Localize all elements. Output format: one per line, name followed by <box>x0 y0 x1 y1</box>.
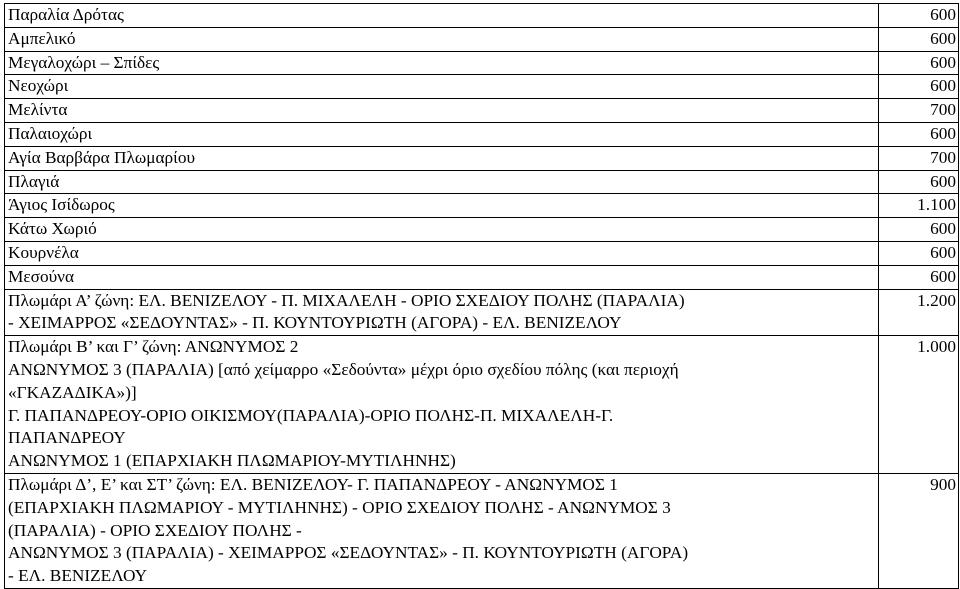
price-value: 600 <box>879 51 959 75</box>
price-value: 600 <box>879 4 959 28</box>
area-cell <box>5 336 879 474</box>
area-text-line: Γ. ΠΑΠΑΝΔΡΕΟΥ-ΟΡΙΟ ΟΙΚΙΣΜΟΥ(ΠΑΡΑΛΙΑ)-ΟΡΙΟ ΠΟΛΗΣ-Π. ΜΙΧΑΛΕΛΗ-Γ. <box>8 405 614 425</box>
zone-price-table <box>4 3 959 589</box>
table-row <box>5 241 959 265</box>
area-cell <box>5 170 879 194</box>
area-text-line: - ΧΕΙΜΑΡΡΟΣ «ΣΕΔΟΥΝΤΑΣ» - Π. ΚΟΥΝΤΟΥΡΙΩΤΗ (ΑΓΟΡΑ) - ΕΛ. ΒΕΝΙΖΕΛΟΥ <box>8 313 622 333</box>
area-cell <box>5 241 879 265</box>
price-value: 600 <box>879 241 959 265</box>
area-cell <box>5 473 879 588</box>
price-value: 1.100 <box>879 194 959 218</box>
table-row <box>5 289 959 336</box>
area-text-line: Πλαγιά <box>8 171 60 191</box>
area-text-line: Μεγαλοχώρι – Σπίδες <box>8 52 160 72</box>
table-row <box>5 4 959 28</box>
area-text-line: - ΕΛ. ΒΕΝΙΖΕΛΟΥ <box>8 566 148 586</box>
area-text-line: ΠΑΠΑΝΔΡΕΟΥ <box>8 428 126 448</box>
price-value: 900 <box>879 473 959 588</box>
area-text-line: ΑΝΩΝΥΜΟΣ 3 (ΠΑΡΑΛΙΑ) - ΧΕΙΜΑΡΡΟΣ «ΣΕΔΟΥΝΤΑΣ» - Π. ΚΟΥΝΤΟΥΡΙΩΤΗ (ΑΓΟΡΑ) <box>8 543 689 563</box>
table-row <box>5 194 959 218</box>
table-row <box>5 473 959 588</box>
area-cell <box>5 75 879 99</box>
table-row <box>5 99 959 123</box>
area-cell <box>5 4 879 28</box>
area-text-line: Παραλία Δρότας <box>8 5 124 24</box>
area-cell <box>5 289 879 336</box>
table-row <box>5 51 959 75</box>
area-cell <box>5 122 879 146</box>
price-value: 1.000 <box>879 336 959 474</box>
price-value: 600 <box>879 27 959 51</box>
area-text-line: Κάτω Χωριό <box>8 219 97 239</box>
area-cell <box>5 51 879 75</box>
area-text-line: Παλαιοχώρι <box>8 123 93 143</box>
area-cell <box>5 218 879 242</box>
area-text-line: ΑΝΩΝΥΜΟΣ 1 (ΕΠΑΡΧΙΑΚΗ ΠΛΩΜΑΡΙΟΥ-ΜΥΤΙΛΗΝΗΣ) <box>8 451 456 471</box>
table-row <box>5 218 959 242</box>
area-text-line: Πλωμάρι Β’ και Γ’ ζώνη: ΑΝΩΝΥΜΟΣ 2 <box>8 337 299 357</box>
area-text-line: Πλωμάρι Α’ ζώνη: ΕΛ. ΒΕΝΙΖΕΛΟΥ - Π. ΜΙΧΑΛΕΛΗ - ΟΡΙΟ ΣΧΕΔΙΟΥ ΠΟΛΗΣ (ΠΑΡΑΛΙΑ) <box>8 290 685 310</box>
price-value: 700 <box>879 99 959 123</box>
area-text-line: ΑΝΩΝΥΜΟΣ 3 (ΠΑΡΑΛΙΑ) [από χείμαρρο «Σεδούντα» μέχρι όριο σχεδίου πόλης (και περιοχή <box>8 359 679 379</box>
area-cell <box>5 146 879 170</box>
area-text-line: (ΕΠΑΡΧΙΑΚΗ ΠΛΩΜΑΡΙΟΥ - ΜΥΤΙΛΗΝΗΣ) - ΟΡΙΟ ΣΧΕΔΙΟΥ ΠΟΛΗΣ - ΑΝΩΝΥΜΟΣ 3 <box>8 497 671 517</box>
price-value: 1.200 <box>879 289 959 336</box>
area-text-line: Μελίντα <box>8 100 68 120</box>
price-value: 700 <box>879 146 959 170</box>
area-text-line: Κουρνέλα <box>8 242 79 262</box>
table-row <box>5 170 959 194</box>
price-value: 600 <box>879 170 959 194</box>
price-value: 600 <box>879 218 959 242</box>
table-row <box>5 27 959 51</box>
price-value: 600 <box>879 75 959 99</box>
table-row <box>5 122 959 146</box>
table-row <box>5 146 959 170</box>
area-text-line: Αμπελικό <box>8 28 76 48</box>
table-row <box>5 265 959 289</box>
area-cell <box>5 27 879 51</box>
area-cell <box>5 99 879 123</box>
area-cell <box>5 265 879 289</box>
table-row <box>5 75 959 99</box>
area-text-line: Νεοχώρι <box>8 76 69 96</box>
table-row <box>5 336 959 474</box>
area-text-line: Πλωμάρι Δ’, Ε’ και ΣΤ’ ζώνη: ΕΛ. ΒΕΝΙΖΕΛΟΥ- Γ. ΠΑΠΑΝΔΡΕΟΥ - ΑΝΩΝΥΜΟΣ 1 <box>8 474 618 494</box>
area-cell <box>5 194 879 218</box>
area-text-line: Μεσούνα <box>8 266 75 286</box>
price-value: 600 <box>879 122 959 146</box>
area-text-line: (ΠΑΡΑΛΙΑ) - ΟΡΙΟ ΣΧΕΔΙΟΥ ΠΟΛΗΣ - <box>8 520 302 540</box>
area-text-line: Αγία Βαρβάρα Πλωμαρίου <box>8 147 196 167</box>
table-body <box>5 4 959 589</box>
price-value: 600 <box>879 265 959 289</box>
area-text-line: Άγιος Ισίδωρος <box>8 195 115 215</box>
area-text-line: «ΓΚΑΖΑΔΙΚΑ»)] <box>8 382 137 402</box>
